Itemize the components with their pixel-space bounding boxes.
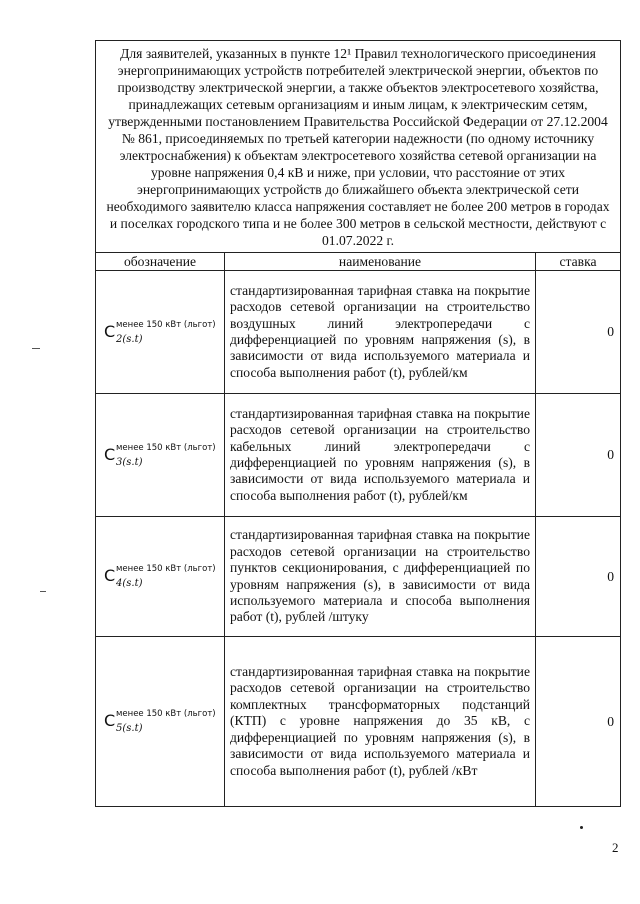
- header-symbol: обозначение: [96, 253, 225, 271]
- symbol-subscript: 3(s.t): [116, 456, 143, 468]
- header-name: наименование: [225, 253, 536, 271]
- header-row: [96, 253, 621, 271]
- tariff-table: [95, 40, 621, 807]
- intro-row: [96, 41, 621, 253]
- row-description: стандартизированная тарифная ставка на покрытие расходов сетевой организации на строительство пунктов секционирования, с дифференциацией по уровням напряжения (s), в зависимости от вида используемого материала и способа выполнения работ (t), рублей /штуку: [225, 517, 536, 637]
- scan-mark: [580, 826, 583, 829]
- row-symbol: [96, 637, 225, 807]
- symbol-subscript: 4(s.t): [116, 578, 143, 589]
- table-row: [96, 517, 621, 637]
- symbol-superscript: менее 150 кВт (льгот): [116, 564, 216, 574]
- symbol-main: C: [104, 566, 116, 585]
- symbol-superscript: менее 150 кВт (льгот): [116, 709, 216, 719]
- row-symbol: [96, 517, 225, 637]
- header-rate: ставка: [536, 253, 621, 271]
- row-rate: 0: [536, 637, 621, 807]
- table-row: [96, 637, 621, 807]
- row-description: стандартизированная тарифная ставка на покрытие расходов сетевой организации на строительство комплектных трансформаторных подстанций (КТП) с уровне напряжения до 35 кВ, с дифференциацией по уровням напряжения (s), в зависимости от вида используемого материала и способа выполнения работ (t), рублей /кВт: [225, 637, 536, 807]
- row-rate: 0: [536, 394, 621, 517]
- intro-paragraph: Для заявителей, указанных в пункте 12¹ Правил технологического присоединения энергопринимающих устройств потребителей электрической энергии, объектов по производству электрической энергии, а также объектов электросетевого хозяйства, принадлежащих сетевым организациям и иным лицам, к электрическим сетям, утвержденными постановлением Правительства Российской Федерации от 27.12.2004 № 861, присоединяемых по третьей категории надежности (по одному источнику электроснабжения) к объектам электросетевого хозяйства сетевой организации на уровне напряжения 0,4 кВ и ниже, при условии, что расстояние от этих энергопринимающих устройств до ближайшего объекта электрической сети необходимого заявителю класса напряжения составляет не более 200 метров в городах и поселках городского типа и не более 300 метров в сельской местности, действуют с 01.07.2022 г.: [96, 41, 621, 253]
- symbol-superscript: менее 150 кВт (льгот): [116, 442, 216, 453]
- row-symbol: [96, 271, 225, 394]
- symbol-subscript: 2(s.t): [116, 333, 143, 345]
- symbol-main: C: [104, 444, 116, 464]
- row-rate: 0: [536, 517, 621, 637]
- row-description: стандартизированная тарифная ставка на покрытие расходов сетевой организации на строительство воздушных линий электропередачи с дифференциацией по уровням напряжения (s), в зависимости от вида используемого материала и способа выполнения работ (t), рублей/км: [225, 271, 536, 394]
- symbol-superscript: менее 150 кВт (льгот): [116, 319, 216, 330]
- symbol-main: C: [104, 321, 116, 341]
- scan-mark: [40, 591, 46, 592]
- row-description: стандартизированная тарифная ставка на покрытие расходов сетевой организации на строительство кабельных линий электропередачи с дифференциацией по уровням напряжения (s), в зависимости от вида используемого материала и способа выполнения работ (t), рублей/км: [225, 394, 536, 517]
- table-row: [96, 271, 621, 394]
- scan-mark: [32, 348, 40, 349]
- table-row: [96, 394, 621, 517]
- symbol-subscript: 5(s.t): [116, 723, 143, 734]
- page-number: 2: [612, 840, 619, 855]
- symbol-main: C: [104, 711, 116, 730]
- row-symbol: [96, 394, 225, 517]
- row-rate: 0: [536, 271, 621, 394]
